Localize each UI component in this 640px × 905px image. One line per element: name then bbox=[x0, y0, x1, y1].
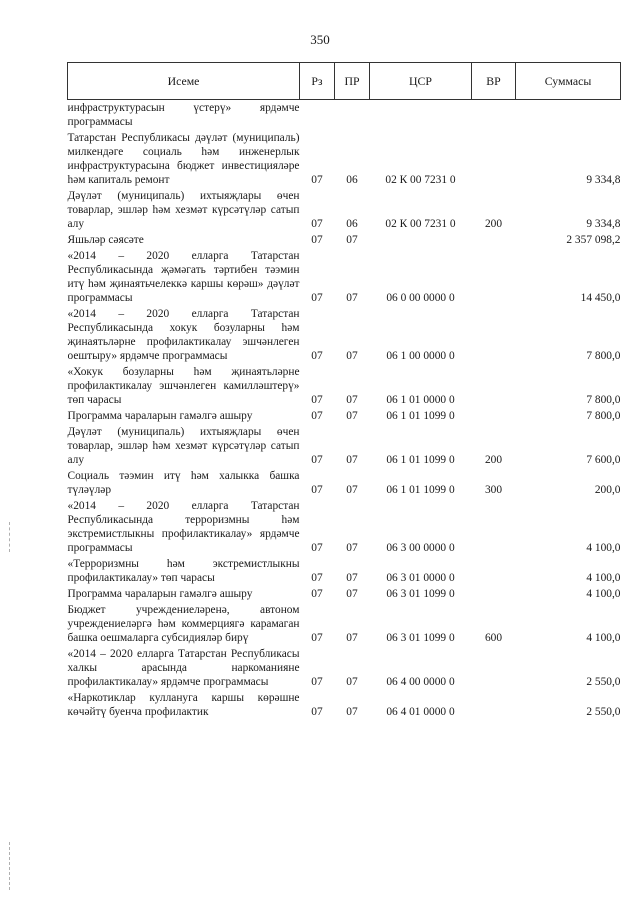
row-pr-cell: 07 bbox=[346, 292, 358, 304]
row-sum-cell: 200,0 bbox=[594, 484, 621, 496]
table-row bbox=[68, 248, 621, 306]
row-sum-cell: 14 450,0 bbox=[580, 292, 621, 304]
row-rz-cell: 07 bbox=[311, 588, 323, 600]
row-name-cell: Татарстан Республикасы дәүләт (муниципаль) милкендәге социаль һәм инженерлык инфраструктурасына бюджет инвестицияләре һәм капиталь ремонт bbox=[67, 132, 300, 186]
row-name-cell: «2014 – 2020 елларга Татарстан Республикасы халкы арасында наркоманияне профилактикалау» ярдәмче программасы bbox=[67, 648, 300, 688]
row-sum-cell bbox=[516, 100, 621, 131]
row-name-cell: Яшьләр сәясәте bbox=[67, 234, 144, 246]
table-body bbox=[68, 100, 621, 721]
row-csr-cell: 06 1 01 1099 0 bbox=[386, 454, 455, 466]
row-csr-cell: 06 1 01 1099 0 bbox=[386, 484, 455, 496]
table-row bbox=[68, 556, 621, 586]
table-row bbox=[68, 232, 621, 248]
row-csr-cell: 06 3 01 1099 0 bbox=[386, 632, 455, 644]
row-vr-cell: 300 bbox=[484, 484, 503, 496]
row-vr-cell bbox=[472, 498, 516, 556]
row-pr-cell: 07 bbox=[346, 410, 358, 422]
row-vr-cell bbox=[472, 646, 516, 690]
page-number: 350 bbox=[310, 32, 330, 47]
row-sum-cell: 4 100,0 bbox=[586, 542, 621, 554]
row-vr-cell bbox=[472, 556, 516, 586]
row-csr-cell: 06 1 01 1099 0 bbox=[386, 410, 455, 422]
row-pr-cell: 07 bbox=[346, 394, 358, 406]
row-sum-cell: 4 100,0 bbox=[586, 632, 621, 644]
row-name-cell: «Хокук бозуларны һәм җинаятьләрне профилактикалау эшчәнлеген камилләштерү» төп чарасы bbox=[67, 366, 300, 406]
scan-margin-mark bbox=[9, 522, 11, 552]
row-vr-cell bbox=[472, 130, 516, 188]
row-pr-cell: 07 bbox=[346, 542, 358, 554]
table-row bbox=[68, 498, 621, 556]
row-rz-cell: 07 bbox=[311, 234, 323, 246]
row-csr-cell: 06 0 00 0000 0 bbox=[386, 292, 455, 304]
row-name-cell: Дәүләт (муниципаль) ихтыяҗлары өчен товарлар, эшләр һәм хезмәт күрсәтүләр сатып алу bbox=[67, 426, 300, 466]
table-row bbox=[68, 690, 621, 720]
row-name-cell: «2014 – 2020 елларга Татарстан Республикасында хокук бозуларны һәм җинаятьләрне профилактикалау эшчәнлеген оештыру» ярдәмче программасы bbox=[67, 308, 300, 362]
row-pr-cell: 06 bbox=[346, 218, 358, 230]
row-vr-cell bbox=[472, 586, 516, 602]
row-sum-cell: 9 334,8 bbox=[586, 174, 621, 186]
row-rz-cell: 07 bbox=[311, 218, 323, 230]
row-rz-cell bbox=[300, 100, 335, 131]
row-sum-cell: 4 100,0 bbox=[586, 572, 621, 584]
table-row bbox=[68, 646, 621, 690]
row-name-cell: инфраструктурасын үстерү» ярдәмче программасы bbox=[67, 102, 300, 128]
row-pr-cell: 07 bbox=[346, 632, 358, 644]
row-csr-cell: 06 4 00 0000 0 bbox=[386, 676, 455, 688]
row-rz-cell: 07 bbox=[311, 410, 323, 422]
row-name-cell: «2014 – 2020 елларга Татарстан Республикасында терроризмны һәм экстремистлыкны профилактикалау» ярдәмче программасы bbox=[67, 500, 300, 554]
row-name-cell: Программа чараларын гамәлгә ашыру bbox=[67, 410, 253, 422]
row-pr-cell: 07 bbox=[346, 350, 358, 362]
row-pr-cell: 07 bbox=[346, 676, 358, 688]
scan-margin-mark bbox=[9, 842, 11, 890]
row-vr-cell bbox=[472, 408, 516, 424]
row-rz-cell: 07 bbox=[311, 632, 323, 644]
row-pr-cell bbox=[335, 100, 370, 131]
row-pr-cell: 07 bbox=[346, 588, 358, 600]
row-vr-cell bbox=[472, 232, 516, 248]
row-pr-cell: 07 bbox=[346, 484, 358, 496]
row-rz-cell: 07 bbox=[311, 572, 323, 584]
row-rz-cell: 07 bbox=[311, 706, 323, 718]
row-sum-cell: 4 100,0 bbox=[586, 588, 621, 600]
table-row bbox=[68, 602, 621, 646]
row-csr-cell: 06 1 00 0000 0 bbox=[386, 350, 455, 362]
row-name-cell: «Терроризмны һәм экстремистлыкны профилактикалау» төп чарасы bbox=[67, 558, 300, 584]
row-sum-cell: 7 800,0 bbox=[586, 350, 621, 362]
row-vr-cell bbox=[472, 690, 516, 720]
column-header-csr: ЦСР bbox=[370, 63, 472, 100]
row-name-cell: Программа чараларын гамәлгә ашыру bbox=[67, 588, 253, 600]
column-header-name: Исеме bbox=[68, 63, 300, 100]
table-row bbox=[68, 408, 621, 424]
row-sum-cell: 7 600,0 bbox=[586, 454, 621, 466]
row-rz-cell: 07 bbox=[311, 542, 323, 554]
header-row bbox=[68, 63, 621, 100]
row-sum-cell: 2 550,0 bbox=[586, 706, 621, 718]
row-pr-cell: 06 bbox=[346, 174, 358, 186]
row-name-cell: «Наркотиклар куллануга каршы көрәшне көчәйтү буенча профилактик bbox=[67, 692, 300, 718]
row-csr-cell: 06 1 01 0000 0 bbox=[386, 394, 455, 406]
row-csr-cell: 02 К 00 7231 0 bbox=[385, 174, 456, 186]
row-vr-cell bbox=[472, 364, 516, 408]
table-row bbox=[68, 100, 621, 131]
row-rz-cell: 07 bbox=[311, 676, 323, 688]
budget-table bbox=[67, 62, 621, 720]
row-sum-cell: 2 550,0 bbox=[586, 676, 621, 688]
table-header bbox=[68, 63, 621, 100]
row-name-cell: «2014 – 2020 елларга Татарстан Республикасында җәмәгать тәртибен тәэмин итү һәм җинаятьчелеккә каршы көрәш» дәүләт программасы bbox=[67, 250, 300, 304]
row-pr-cell: 07 bbox=[346, 234, 358, 246]
row-vr-cell: 200 bbox=[484, 454, 503, 466]
row-rz-cell: 07 bbox=[311, 484, 323, 496]
row-rz-cell: 07 bbox=[311, 394, 323, 406]
table-row bbox=[68, 306, 621, 364]
row-vr-cell: 600 bbox=[484, 632, 503, 644]
row-vr-cell bbox=[472, 248, 516, 306]
row-pr-cell: 07 bbox=[346, 572, 358, 584]
column-header-sum: Суммасы bbox=[516, 63, 621, 100]
row-name-cell: Дәүләт (муниципаль) ихтыяҗлары өчен товарлар, эшләр һәм хезмәт күрсәтүләр сатып алу bbox=[67, 190, 300, 230]
row-rz-cell: 07 bbox=[311, 292, 323, 304]
row-sum-cell: 9 334,8 bbox=[586, 218, 621, 230]
row-csr-cell: 06 4 01 0000 0 bbox=[386, 706, 455, 718]
column-header-vr: ВР bbox=[472, 63, 516, 100]
row-csr-cell bbox=[370, 232, 472, 248]
row-pr-cell: 07 bbox=[346, 454, 358, 466]
table-row bbox=[68, 424, 621, 468]
row-csr-cell: 06 3 01 0000 0 bbox=[386, 572, 455, 584]
column-header-rz: Рз bbox=[300, 63, 335, 100]
row-pr-cell: 07 bbox=[346, 706, 358, 718]
row-rz-cell: 07 bbox=[311, 350, 323, 362]
row-csr-cell bbox=[370, 100, 472, 131]
row-csr-cell: 06 3 00 0000 0 bbox=[386, 542, 455, 554]
row-sum-cell: 7 800,0 bbox=[586, 410, 621, 422]
row-vr-cell bbox=[472, 100, 516, 131]
row-vr-cell bbox=[472, 306, 516, 364]
row-vr-cell: 200 bbox=[484, 218, 503, 230]
row-rz-cell: 07 bbox=[311, 174, 323, 186]
row-name-cell: Социаль тәэмин итү һәм халыкка башка түләүләр bbox=[67, 470, 300, 496]
row-name-cell: Бюджет учреждениеләренә, автоном учреждениеләргә һәм коммерциягә карамаган башка оешмаларга субсидияләр бирү bbox=[67, 604, 300, 644]
table-row bbox=[68, 468, 621, 498]
row-rz-cell: 07 bbox=[311, 454, 323, 466]
table-row bbox=[68, 188, 621, 232]
column-header-pr: ПР bbox=[335, 63, 370, 100]
table-row bbox=[68, 364, 621, 408]
row-csr-cell: 02 К 00 7231 0 bbox=[385, 218, 456, 230]
row-sum-cell: 2 357 098,2 bbox=[566, 234, 621, 246]
table-row bbox=[68, 130, 621, 188]
table-row bbox=[68, 586, 621, 602]
row-sum-cell: 7 800,0 bbox=[586, 394, 621, 406]
row-csr-cell: 06 3 01 1099 0 bbox=[386, 588, 455, 600]
